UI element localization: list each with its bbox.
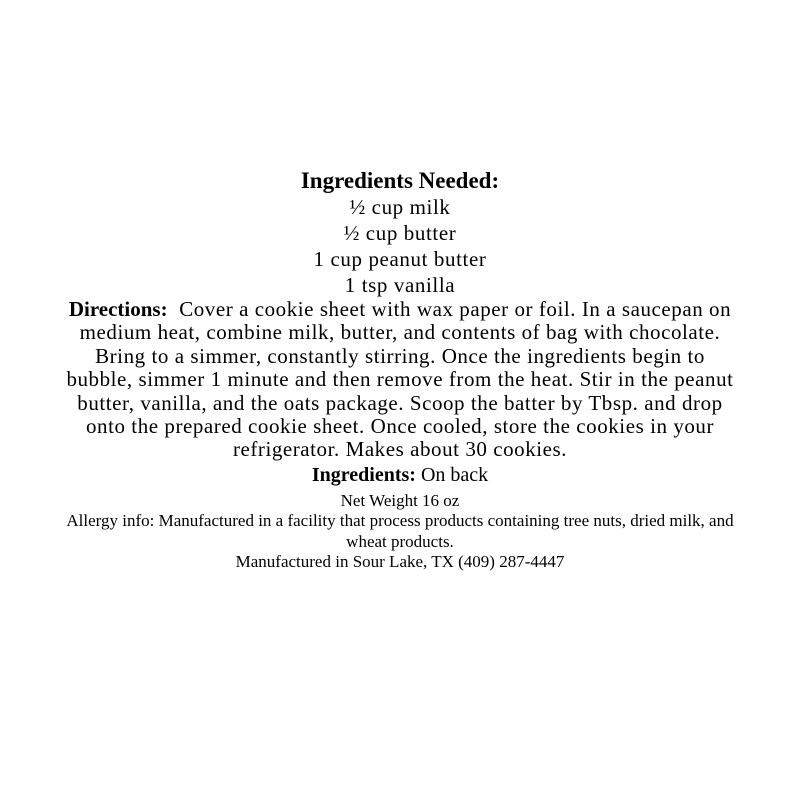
ingredients-note-label: Ingredients: — [311, 463, 416, 486]
ingredient-item-milk: ½ cup milk — [349, 195, 451, 219]
recipe-label — [60, 168, 740, 573]
ingredient-item-butter: ½ cup butter — [343, 221, 457, 245]
allergy-info: Allergy info: Manufactured in a facility that process products containing tree nuts, dried milk, and wheat products. — [66, 511, 734, 551]
net-weight: Net Weight 16 oz — [340, 490, 460, 510]
ingredients-note-text: On back — [420, 463, 489, 486]
ingredient-list — [60, 194, 740, 298]
ingredient-item-peanut-butter: 1 cup peanut butter — [313, 247, 487, 271]
ingredients-needed-heading: Ingredients Needed: — [300, 168, 500, 193]
ingredients-note — [60, 462, 740, 488]
manufacturer-info: Manufactured in Sour Lake, TX (409) 287-4447 — [235, 552, 565, 572]
directions-text: Cover a cookie sheet with wax paper or foil. In a saucepan on medium heat, combine milk, butter, and contents of bag with chocolate. Bring to a simmer, constantly stirring. Once the ingredients begin to bubble, simmer 1 minute and then remove from the heat. Stir in the peanut butter, vanilla, and the oats package. Scoop the batter by Tbsp. and drop onto the prepared cookie sheet. Once cooled, store the cookies in your refrigerator. Makes about 30 cookies. — [66, 297, 734, 462]
directions-label: Directions: — [68, 297, 168, 321]
directions-paragraph — [60, 298, 740, 462]
ingredient-item-vanilla: 1 tsp vanilla — [344, 273, 456, 297]
